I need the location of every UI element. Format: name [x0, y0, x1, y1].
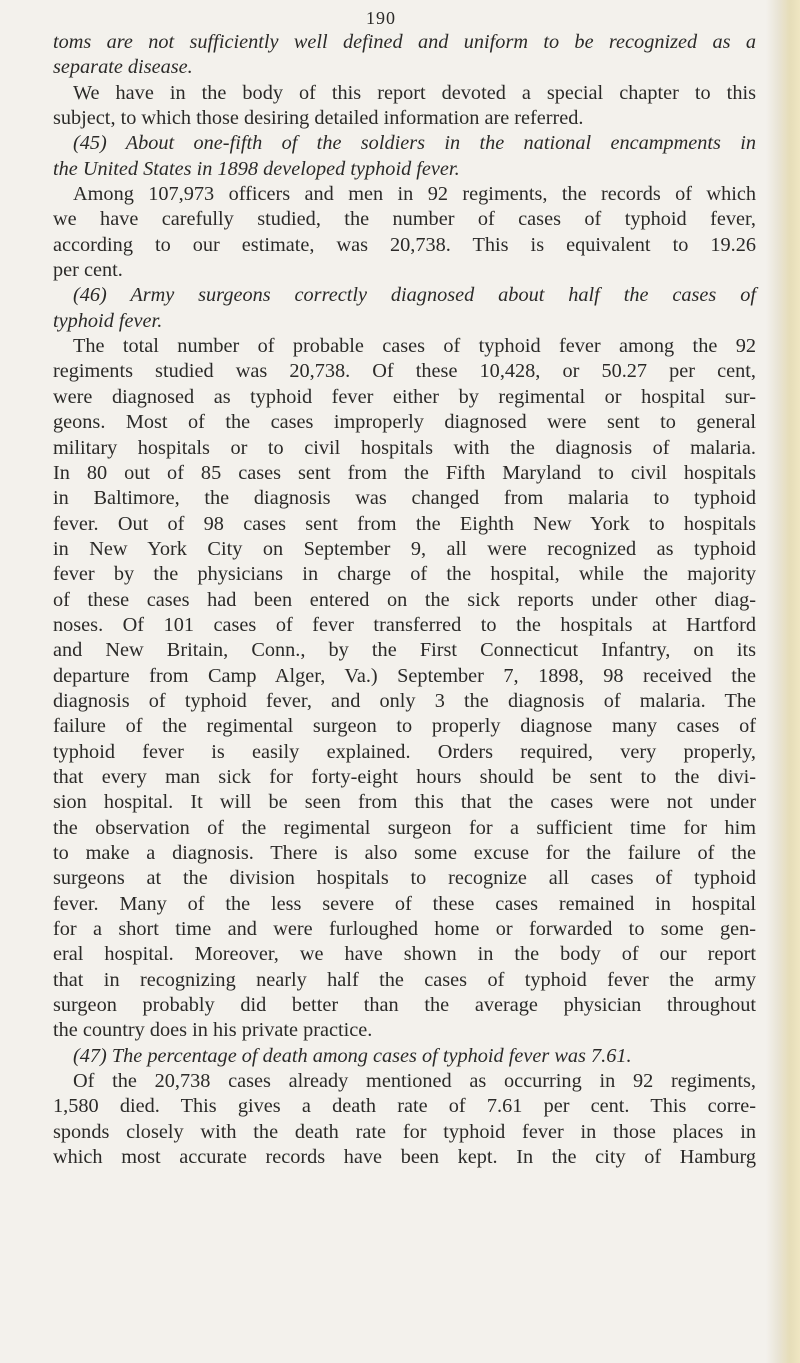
page-edge [766, 0, 800, 1363]
text-line: (47) The percentage of death among cases of typhoid fever was 7.61. [73, 1044, 632, 1067]
text-line: sponds closely with the death rate for typhoid fever in those places in [53, 1120, 756, 1143]
text-line: surgeon probably did better than the average physician throughout [53, 994, 756, 1017]
text-line: the United States in 1898 developed typhoid fever. [53, 157, 460, 180]
text-line: (45) About one-fifth of the soldiers in the national encampments in [73, 132, 756, 155]
text-line: military hospitals or to civil hospitals with the diagnosis of malaria. [53, 436, 756, 459]
text-line: typhoid fever. [53, 309, 163, 332]
text-line: geons. Most of the cases improperly diagnosed were sent to general [53, 411, 756, 434]
text-line: that every man sick for forty-eight hours should be sent to the divi- [53, 765, 756, 788]
text-line: fever by the physicians in charge of the hospital, while the majority [53, 563, 756, 586]
text-line: Among 107,973 officers and men in 92 regiments, the records of which [73, 183, 756, 206]
text-line: were diagnosed as typhoid fever either by regimental or hospital sur- [53, 385, 756, 408]
text-line: noses. Of 101 cases of fever transferred to the hospitals at Hartford [53, 613, 756, 636]
text-line: typhoid fever is easily explained. Orders required, very properly, [53, 740, 756, 763]
text-line: the observation of the regimental surgeon for a sufficient time for him [53, 816, 756, 839]
text-line: sion hospital. It will be seen from this that the cases were not under [53, 791, 756, 814]
text-line: Of the 20,738 cases already mentioned as occurring in 92 regiments, [73, 1070, 756, 1093]
text-line: We have in the body of this report devoted a special chapter to this [73, 81, 756, 104]
text-line: toms are not sufficiently well defined and uniform to be recognized as a [53, 31, 756, 53]
text-line: eral hospital. Moreover, we have shown in the body of our report [53, 943, 756, 966]
text-line: In 80 out of 85 cases sent from the Fifth Maryland to civil hospitals [53, 461, 756, 484]
text-line: failure of the regimental surgeon to properly diagnose many cases of [53, 715, 756, 738]
text-line: fever. Many of the less severe of these cases remained in hospital [53, 892, 756, 915]
text-line: separate disease. [53, 56, 193, 79]
text-line: per cent. [53, 259, 123, 282]
text-line: to make a diagnosis. There is also some excuse for the failure of the [53, 842, 756, 864]
text-line: of these cases had been entered on the sick reports under other diag- [53, 588, 756, 611]
text-line: the country does in his private practice. [53, 1019, 373, 1042]
text-line: 1,580 died. This gives a death rate of 7.61 per cent. This corre- [53, 1095, 756, 1118]
text-line: for a short time and were furloughed home or forwarded to some gen- [53, 918, 756, 941]
page-number: 190 [366, 8, 396, 28]
text-line: surgeons at the division hospitals to recognize all cases of typhoid [53, 867, 756, 890]
text-line: which most accurate records have been kept. In the city of Hamburg [53, 1146, 756, 1169]
text-line: and New Britain, Conn., by the First Connecticut Infantry, on its [53, 639, 756, 662]
text-line: we have carefully studied, the number of cases of typhoid fever, [53, 208, 756, 231]
text-line: (46) Army surgeons correctly diagnosed about half the cases of [73, 284, 756, 307]
text-line: according to our estimate, was 20,738. This is equivalent to 19.26 [53, 233, 756, 256]
text-line: The total number of probable cases of typhoid fever among the 92 [73, 335, 756, 358]
text-line: departure from Camp Alger, Va.) September 7, 1898, 98 received the [53, 664, 756, 687]
text-line: in Baltimore, the diagnosis was changed from malaria to typhoid [53, 487, 756, 510]
text-line: regiments studied was 20,738. Of these 10,428, or 50.27 per cent, [53, 360, 756, 383]
text-line: that in recognizing nearly half the cases of typhoid fever the army [53, 968, 756, 991]
text-line: in New York City on September 9, all were recognized as typhoid [53, 537, 756, 560]
text-line: fever. Out of 98 cases sent from the Eighth New York to hospitals [53, 512, 756, 535]
text-body [53, 30, 756, 1170]
text-line: diagnosis of typhoid fever, and only 3 the diagnosis of malaria. The [53, 689, 756, 712]
text-line: subject, to which those desiring detailed information are referred. [53, 107, 584, 130]
